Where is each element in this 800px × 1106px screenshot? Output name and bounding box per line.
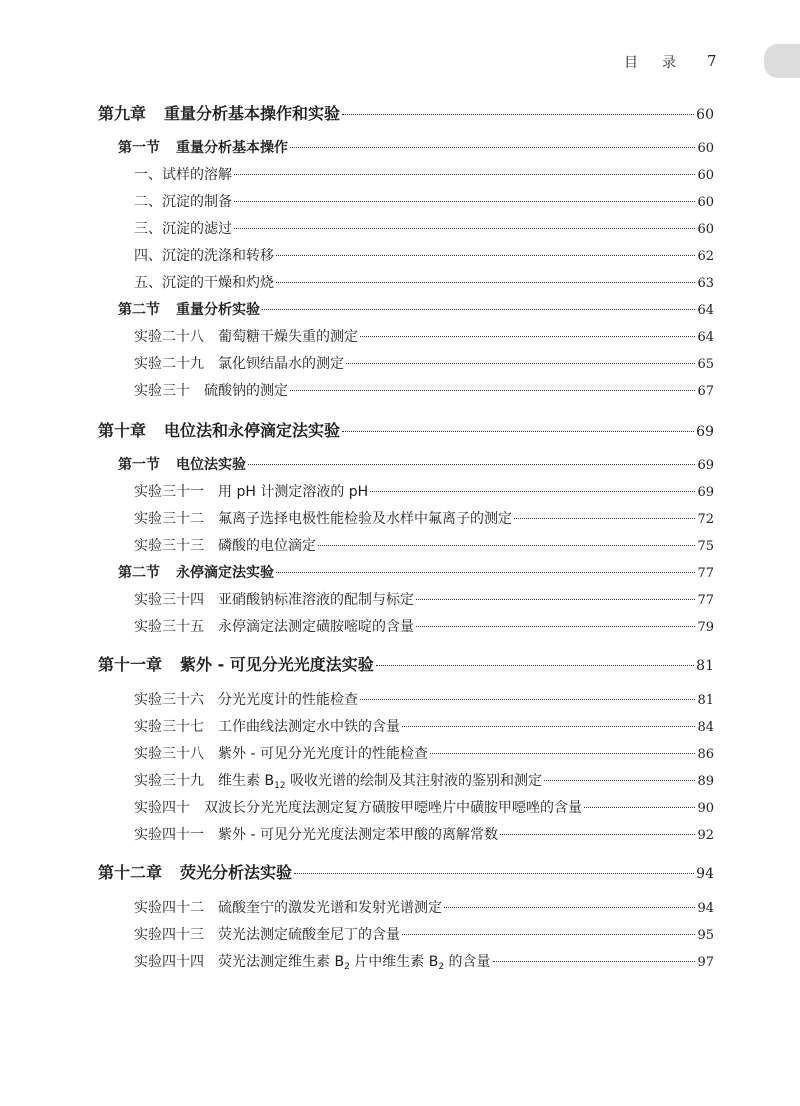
experiment-title: 永停滴定法测定磺胺嘧啶的含量 [218, 619, 414, 635]
experiment-number: 实验三十二 [134, 511, 204, 527]
experiment-number: 实验四十二 [134, 900, 204, 916]
experiment-number: 实验三十五 [134, 619, 204, 635]
dot-leader [416, 598, 695, 600]
toc-experiment [134, 824, 714, 844]
dot-leader [276, 281, 695, 283]
experiment-title [218, 770, 542, 791]
page-number: 60 [696, 107, 714, 123]
dot-leader [276, 254, 695, 256]
experiment-number: 实验三十一 [134, 484, 204, 500]
dot-leader [493, 960, 696, 962]
dot-leader [290, 146, 695, 148]
page-number: 69 [697, 458, 714, 473]
subscript: 2 [344, 962, 350, 972]
chapter-number: 第九章 [98, 104, 147, 123]
dot-leader [294, 872, 694, 874]
dot-leader [342, 113, 694, 115]
section-number: 第一节 [118, 457, 160, 473]
page-number: 69 [697, 485, 714, 500]
experiment-number: 实验二十九 [134, 356, 204, 372]
toc-chapter-12 [98, 860, 714, 883]
toc-experiment [134, 897, 714, 917]
section-title: 重量分析实验 [176, 302, 260, 318]
item-title: 五、沉淀的干燥和灼烧 [134, 275, 274, 291]
page-number: 75 [697, 539, 714, 554]
experiment-title: 荧光法测定硫酸奎尼丁的含量 [218, 927, 400, 943]
page-number: 77 [697, 593, 714, 608]
page-number: 60 [697, 195, 714, 210]
item-title: 二、沉淀的制备 [134, 194, 232, 210]
experiment-title: 用 pH 计测定溶液的 pH [218, 484, 369, 500]
experiment-title: 亚硝酸钠标准溶液的配制与标定 [218, 592, 414, 608]
toc-experiment [134, 689, 714, 709]
experiment-number: 实验四十四 [134, 954, 204, 970]
page-number: 67 [697, 384, 714, 399]
dot-leader [248, 463, 695, 465]
experiment-title: 葡萄糖干燥失重的测定 [218, 329, 358, 345]
dot-leader [416, 625, 695, 627]
page-number: 77 [697, 566, 714, 581]
page-number: 64 [697, 330, 714, 345]
chapter-title: 重量分析基本操作和实验 [164, 104, 341, 123]
toc-item [134, 164, 714, 184]
section-title: 永停滴定法实验 [176, 565, 274, 581]
dot-leader [234, 200, 695, 202]
experiment-title: 氯化钡结晶水的测定 [218, 356, 344, 372]
experiment-title [218, 951, 491, 972]
experiment-title: 硫酸奎宁的激发光谱和发射光谱测定 [218, 900, 442, 916]
dot-leader [360, 698, 695, 700]
page-number: 94 [696, 866, 714, 882]
page-number: 90 [697, 801, 714, 816]
chapter-number: 第十二章 [98, 863, 163, 882]
experiment-number: 实验四十一 [134, 827, 204, 843]
toc-experiment [134, 326, 714, 346]
dot-leader [290, 389, 695, 391]
title-part: 吸收光谱的绘制及其注射液的鉴别和测定 [285, 773, 542, 789]
page-number: 84 [697, 720, 714, 735]
toc-experiment [134, 743, 714, 763]
chapter-title: 紫外 - 可见分光光度法实验 [180, 655, 374, 674]
header-title-char-1: 目 [624, 55, 638, 71]
toc-experiment [134, 508, 714, 528]
chapter-title: 荧光分析法实验 [180, 863, 293, 882]
dot-leader [430, 752, 696, 754]
experiment-number: 实验三十九 [134, 773, 204, 789]
page-number: 69 [696, 424, 714, 440]
dot-leader [276, 571, 695, 573]
item-title: 一、试样的溶解 [134, 167, 232, 183]
page-number: 95 [697, 928, 714, 943]
page-number: 81 [696, 658, 714, 674]
chapter-number: 第十章 [98, 421, 147, 440]
header-page-number: 7 [707, 52, 717, 70]
toc-experiment [134, 716, 714, 736]
toc-experiment [134, 589, 714, 609]
toc-experiment [134, 951, 714, 972]
toc-experiment [134, 535, 714, 555]
toc-experiment [134, 481, 714, 501]
chapter-title: 电位法和永停滴定法实验 [164, 421, 341, 440]
experiment-title: 双波长分光光度法测定复方磺胺甲噁唑片中磺胺甲噁唑的含量 [204, 800, 582, 816]
dot-leader [514, 517, 695, 519]
header-title-char-2: 录 [662, 55, 676, 71]
experiment-title: 氟离子选择电极性能检验及水样中氟离子的测定 [218, 511, 512, 527]
dot-leader [342, 430, 694, 432]
toc-chapter-11 [98, 652, 714, 675]
dot-leader [544, 779, 695, 781]
toc-experiment [134, 797, 714, 817]
experiment-number: 实验三十四 [134, 592, 204, 608]
dot-leader [346, 362, 695, 364]
experiment-number: 实验三十三 [134, 538, 204, 554]
running-header [0, 52, 800, 74]
title-part: 的含量 [444, 954, 491, 970]
experiment-title: 分光光度计的性能检查 [218, 692, 358, 708]
toc-item [134, 272, 714, 292]
toc-item [134, 218, 714, 238]
section-title: 电位法实验 [176, 457, 246, 473]
toc-experiment [134, 380, 714, 400]
page-number: 86 [697, 747, 714, 762]
experiment-number: 实验四十 [134, 800, 190, 816]
dot-leader [234, 227, 695, 229]
dot-leader [500, 833, 696, 835]
page-number: 62 [697, 249, 714, 264]
page-number: 81 [697, 693, 714, 708]
section-title: 重量分析基本操作 [176, 140, 288, 156]
dot-leader [360, 335, 695, 337]
dot-leader [370, 490, 695, 492]
page-number: 65 [697, 357, 714, 372]
page-number: 60 [697, 141, 714, 156]
page-number: 64 [697, 303, 714, 318]
page-edge-tab [764, 44, 800, 78]
toc-section [118, 137, 714, 157]
chapter-number: 第十一章 [98, 655, 163, 674]
experiment-title: 硫酸钠的测定 [204, 383, 288, 399]
toc-item [134, 245, 714, 265]
toc-item [134, 191, 714, 211]
toc-experiment [134, 770, 714, 791]
experiment-title: 紫外 - 可见分光光度法测定苯甲酸的离解常数 [218, 827, 498, 843]
experiment-number: 实验三十八 [134, 746, 204, 762]
page-number: 92 [697, 828, 714, 843]
section-number: 第二节 [118, 565, 160, 581]
experiment-title: 磷酸的电位滴定 [218, 538, 316, 554]
item-title: 四、沉淀的洗涤和转移 [134, 248, 274, 264]
toc-chapter-9 [98, 101, 714, 124]
title-part: 荧光法测定维生素 B [218, 954, 345, 970]
experiment-title: 紫外 - 可见分光光度计的性能检查 [218, 746, 428, 762]
toc-section [118, 562, 714, 582]
page-number: 60 [697, 222, 714, 237]
toc-section [118, 299, 714, 319]
dot-leader [262, 308, 695, 310]
dot-leader [584, 806, 695, 808]
page-number: 72 [697, 512, 714, 527]
title-part: 维生素 B [218, 773, 275, 789]
dot-leader [444, 906, 695, 908]
toc-experiment [134, 924, 714, 944]
experiment-number: 实验四十三 [134, 927, 204, 943]
experiment-number: 实验三十七 [134, 719, 204, 735]
section-number: 第一节 [118, 140, 160, 156]
toc-experiment [134, 616, 714, 636]
dot-leader [402, 725, 695, 727]
dot-leader [376, 664, 694, 666]
page-number: 94 [697, 901, 714, 916]
page-number: 79 [697, 620, 714, 635]
subscript: 12 [274, 781, 286, 791]
toc-section [118, 454, 714, 474]
toc-chapter-10 [98, 418, 714, 441]
dot-leader [402, 933, 695, 935]
experiment-number: 实验三十 [134, 383, 190, 399]
section-number: 第二节 [118, 302, 160, 318]
page-number: 89 [697, 774, 714, 789]
experiment-title: 工作曲线法测定水中铁的含量 [218, 719, 400, 735]
page-number: 63 [697, 276, 714, 291]
dot-leader [318, 544, 695, 546]
page-number: 60 [697, 168, 714, 183]
header-title [624, 52, 676, 72]
toc-experiment [134, 353, 714, 373]
page-number: 97 [697, 955, 714, 970]
subscript: 2 [438, 962, 445, 972]
title-part: 片中维生素 B [349, 954, 439, 970]
experiment-number: 实验三十六 [134, 692, 204, 708]
experiment-number: 实验二十八 [134, 329, 204, 345]
item-title: 三、沉淀的滤过 [134, 221, 232, 237]
dot-leader [234, 173, 695, 175]
